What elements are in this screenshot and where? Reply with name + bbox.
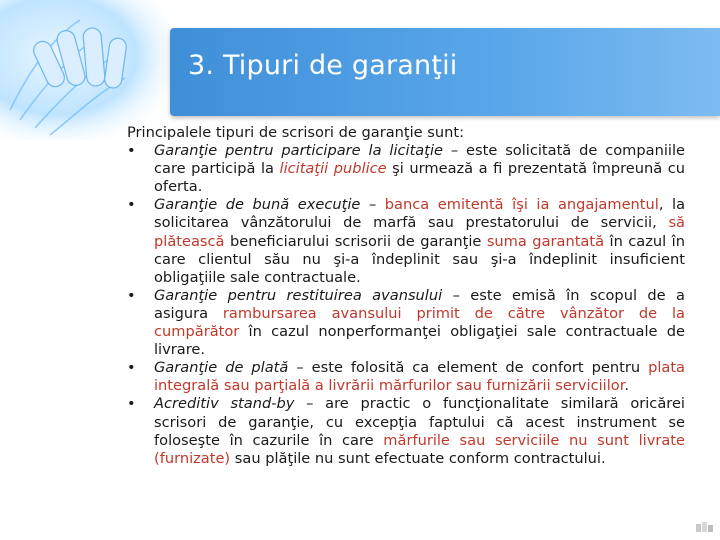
item-highlight: rambursarea avansului primit de către vânzător de la cumpărător	[154, 304, 685, 341]
bullet: •	[127, 142, 136, 160]
list-item	[127, 359, 685, 395]
item-term: Acreditiv stand-by	[154, 395, 295, 413]
bullet: •	[127, 359, 136, 377]
page-title: 3. Tipuri de garanţii	[188, 50, 458, 81]
list-item	[127, 142, 685, 196]
item-highlight: să plătească	[154, 214, 685, 250]
item-text: – este solicitată de companiile care participă la	[154, 142, 685, 178]
item-text: – are practic o funcţionalitate similară oricărei scrisori de garanţie, cu excepţia faptului că acest instrument se foloseşte în cazurile în care	[154, 395, 685, 449]
item-highlight: plata integrală sau parţială a livrării mărfurilor sau furnizării serviciilor	[154, 359, 685, 395]
bullet: •	[127, 196, 136, 214]
item-text: beneficiarului scrisorii de garanţie	[224, 232, 487, 250]
guarantee-list	[127, 142, 685, 468]
item-text: sau plăţile nu sunt efectuate conform contractului.	[230, 449, 606, 467]
item-text: în cazul nonperformanţei obligaţiei sale contractuale de livrare.	[154, 323, 685, 359]
item-term: Garanţie pentru participare la licitaţie	[154, 142, 443, 160]
item-text: .	[624, 377, 629, 395]
bullet: •	[127, 395, 136, 413]
item-highlight: suma garantată	[486, 232, 605, 250]
slide-logo-icon	[696, 522, 714, 534]
bullet: •	[127, 286, 136, 304]
item-term: Garanţie pentru restituirea avansului	[154, 286, 443, 304]
item-text: , la solicitarea vânzătorului de marfă sau prestatorului de servicii,	[154, 196, 686, 232]
intro-text: Principalele tipuri de scrisori de garanţie sunt:	[127, 124, 465, 141]
item-term: Garanţie de plată	[154, 359, 289, 377]
slide-content	[127, 124, 685, 468]
item-highlight: mărfurile sau serviciile nu sunt livrate (furnizate)	[154, 431, 686, 467]
item-highlight: banca emitentă îşi ia angajamentul	[384, 196, 659, 214]
item-highlight: licitaţii publice	[279, 160, 387, 178]
list-item	[127, 287, 685, 359]
list-item	[127, 395, 685, 467]
item-text: şi urmează a fi prezentată împreună cu oferta.	[154, 160, 686, 196]
item-term: Garanţie de bună execuţie	[154, 196, 361, 214]
list-item	[127, 196, 685, 286]
item-text: în cazul în care clientul său nu şi-a îndeplinit sau şi-a îndeplinit insuficient obligaţiile sale contractuale.	[154, 232, 685, 286]
hand-graphic-icon	[0, 0, 190, 140]
item-text: – este emisă în scopul de a asigura	[154, 286, 685, 322]
item-text: – este folosită ca element de confort pentru	[288, 359, 649, 377]
item-text: –	[360, 196, 385, 214]
